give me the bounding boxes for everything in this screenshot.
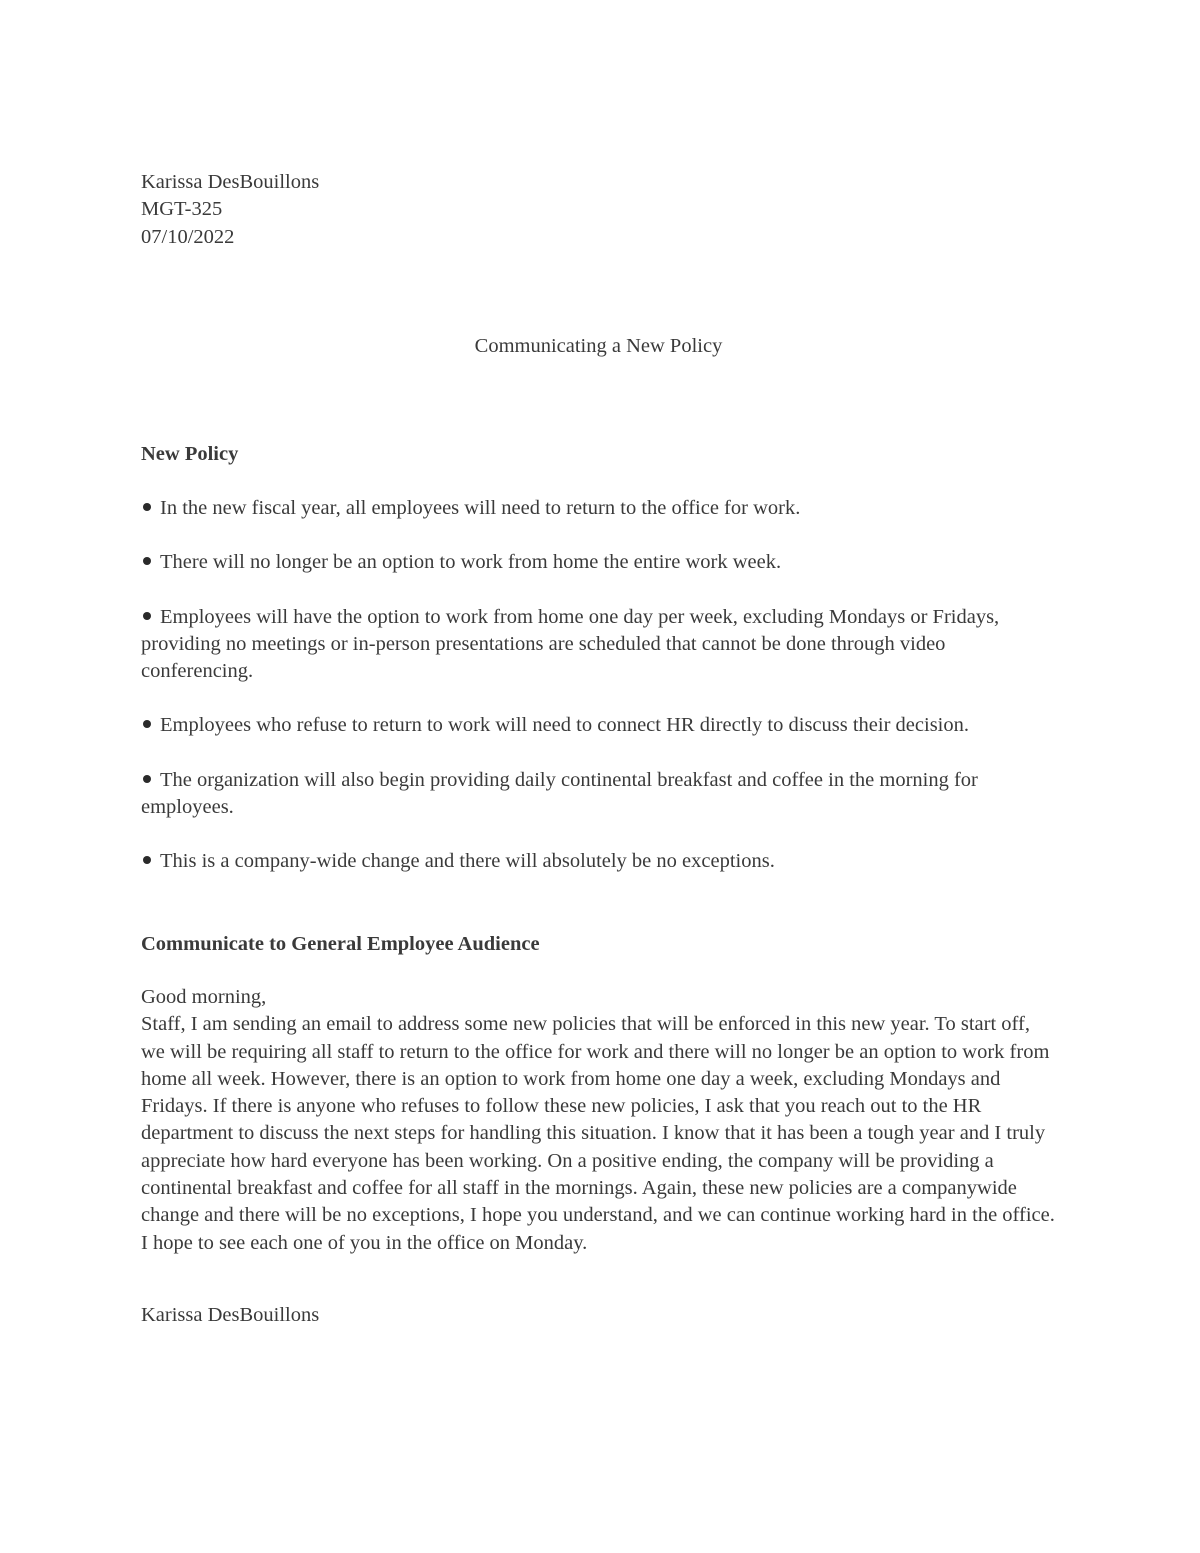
policy-bullet-item bbox=[141, 848, 1056, 875]
policy-bullet-text: Employees who refuse to return to work will need to connect HR directly to discuss their decision. bbox=[160, 714, 969, 737]
policy-bullet-item bbox=[141, 604, 1056, 686]
policy-bullet-text: The organization will also begin providing daily continental breakfast and coffee in the morning for employees. bbox=[141, 768, 978, 819]
email-signature: Karissa DesBouillons bbox=[141, 1304, 320, 1326]
email-greeting: Good morning, bbox=[141, 986, 267, 1008]
document-title: Communicating a New Policy bbox=[474, 335, 723, 357]
bullet-icon bbox=[143, 720, 151, 728]
policy-bullet-list bbox=[141, 495, 1056, 903]
policy-bullet-text: This is a company-wide change and there will absolutely be no exceptions. bbox=[160, 850, 775, 873]
policy-bullet-text: Employees will have the option to work from home one day per week, excluding Mondays or Fridays, providing no meetings or in-person presentations are scheduled that cannot be done through video conferencing. bbox=[141, 605, 1000, 683]
policy-bullet-item bbox=[141, 495, 1056, 522]
course-code: MGT-325 bbox=[141, 198, 223, 221]
bullet-icon bbox=[143, 775, 151, 783]
email-body: Staff, I am sending an email to address some new policies that will be enforced in this new year. To start off, we will be requiring all staff to return to the office for work and there will no longer be an option to work from home all week. However, there is an option to work from home one day a week, excluding Mondays and Fridays. If there is anyone who refuses to follow these new policies, I ask that you reach out to the HR department to discuss the next steps for handling this situation. I know that it has been a tough year and I truly appreciate how hard everyone has been working. On a positive ending, the company will be providing a continental breakfast and coffee for all staff in the mornings. Again, these new policies are a companywide change and there will be no exceptions, I hope you understand, and we can continue working hard in the office. I hope to see each one of you in the office on Monday. bbox=[141, 1013, 1055, 1254]
communication-heading: Communicate to General Employee Audience bbox=[141, 933, 540, 955]
email-message bbox=[141, 984, 1056, 1257]
document-page bbox=[141, 169, 1056, 1326]
policy-bullet-text: There will no longer be an option to work from home the entire work week. bbox=[160, 551, 782, 574]
document-header bbox=[141, 169, 1056, 251]
bullet-icon bbox=[143, 557, 151, 565]
author-name: Karissa DesBouillons bbox=[141, 171, 320, 193]
policy-bullet-text: In the new fiscal year, all employees will need to return to the office for work. bbox=[160, 497, 801, 519]
policy-bullet-item bbox=[141, 767, 1056, 822]
document-date: 07/10/2022 bbox=[141, 225, 235, 248]
bullet-icon bbox=[143, 503, 151, 511]
policy-heading: New Policy bbox=[141, 443, 239, 465]
policy-bullet-item bbox=[141, 712, 1056, 739]
bullet-icon bbox=[143, 612, 151, 620]
policy-bullet-item bbox=[141, 549, 1056, 576]
bullet-icon bbox=[143, 856, 151, 864]
